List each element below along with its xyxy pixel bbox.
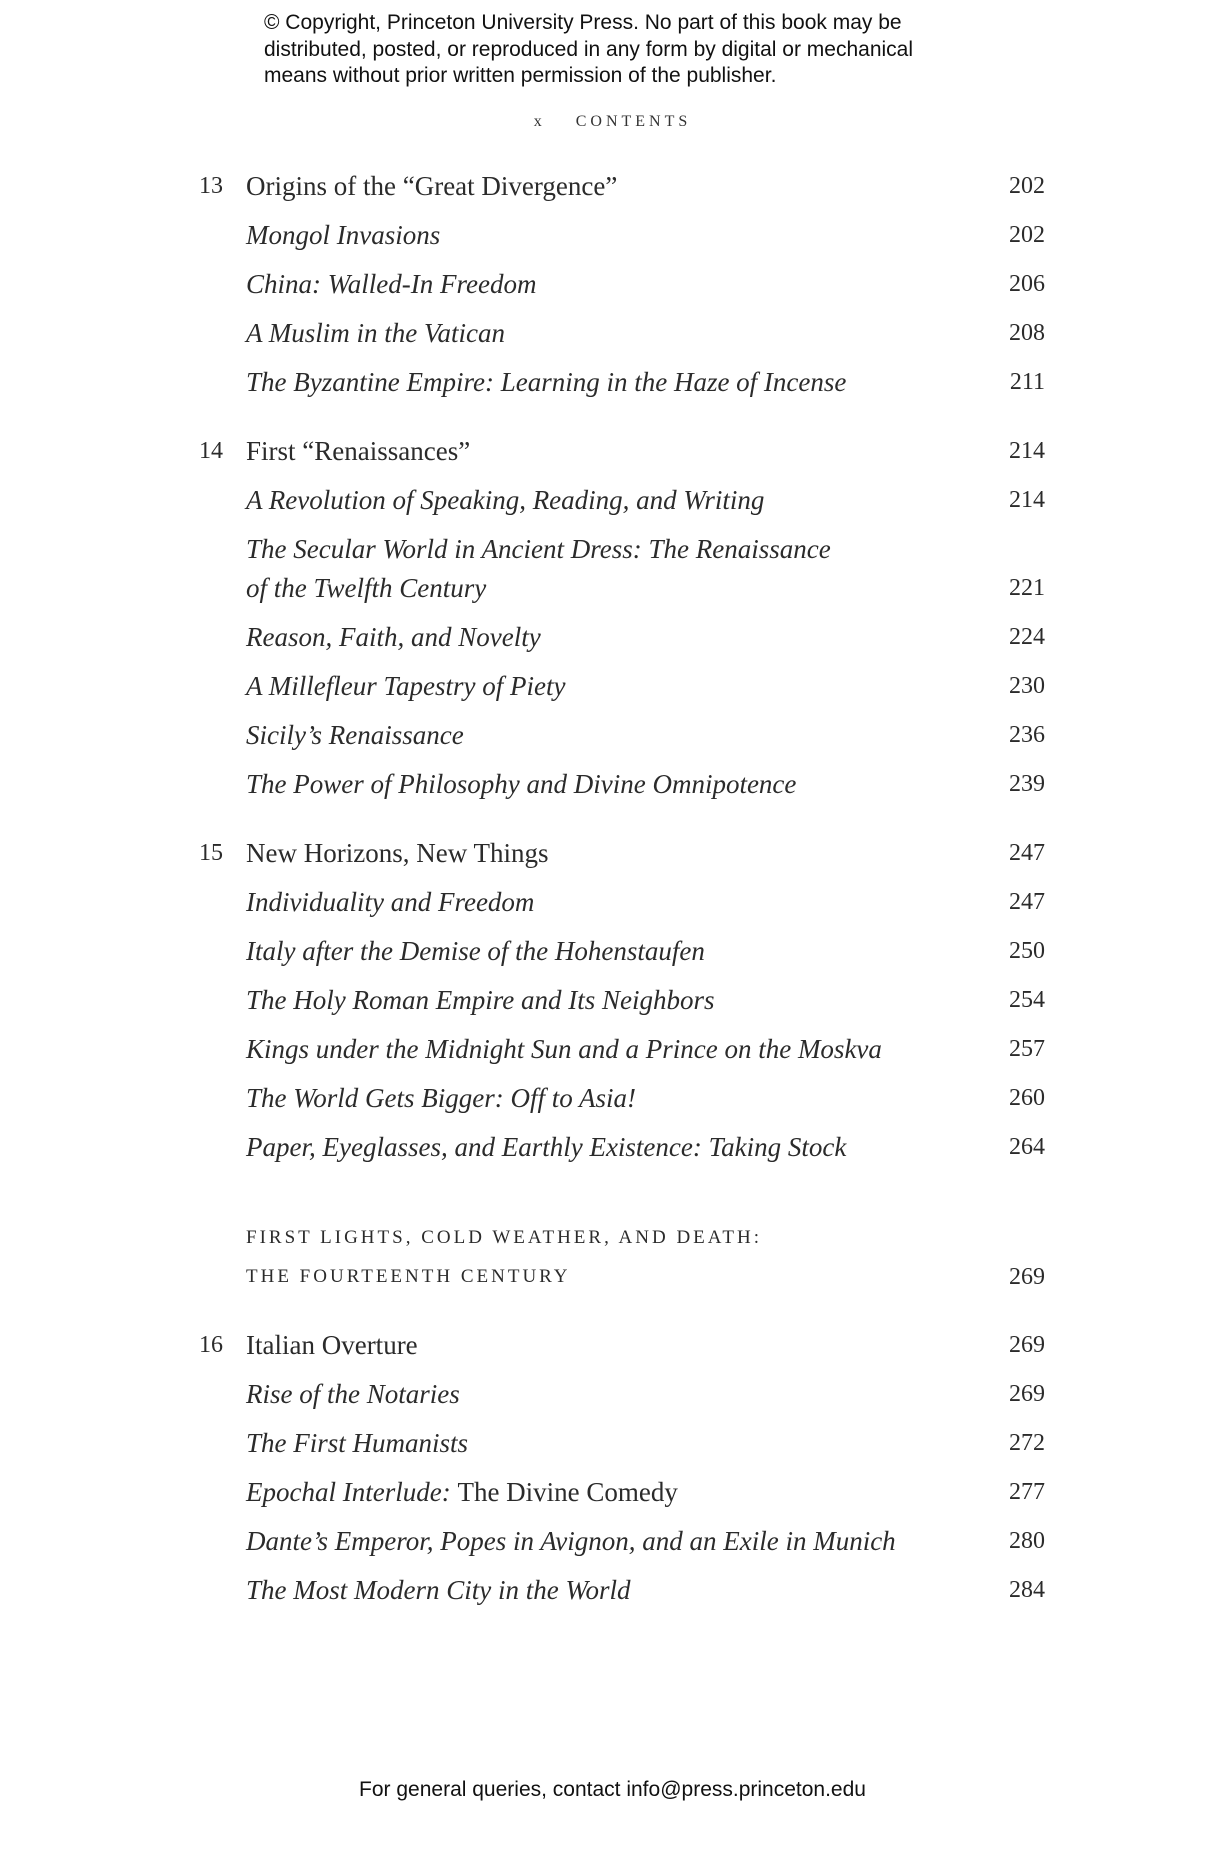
section-title: A Muslim in the Vatican [246, 318, 505, 348]
page-folio: x [533, 113, 546, 130]
section-title: Rise of the Notaries [246, 1379, 460, 1409]
page-number: 214 [1009, 438, 1045, 464]
page-number: 284 [1009, 1577, 1045, 1603]
running-head-label: CONTENTS [575, 113, 692, 130]
toc-section [0, 931, 1225, 975]
toc-section [0, 666, 1225, 710]
toc-section [0, 568, 1225, 612]
work-title: The Divine Comedy [457, 1477, 678, 1507]
section-title: Kings under the Midnight Sun and a Prince on the Moskva [246, 1034, 882, 1064]
section-title: The First Humanists [246, 1428, 469, 1458]
toc-section [0, 980, 1225, 1024]
section-title: Sicily’s Renaissance [246, 720, 464, 750]
copyright-line: means without prior written permission of the publisher. [264, 64, 777, 87]
chapter-title: Origins of the “Great Divergence” [246, 171, 618, 201]
toc-section [0, 617, 1225, 661]
page-number: 269 [1009, 1381, 1045, 1407]
page-number: 247 [1009, 889, 1045, 915]
page-number: 264 [1009, 1134, 1045, 1160]
page-number: 239 [1009, 771, 1045, 797]
page-number: 208 [1009, 320, 1045, 346]
section-title: The Most Modern City in the World [246, 1575, 631, 1605]
section-title: A Millefleur Tapestry of Piety [246, 671, 566, 701]
page-number: 257 [1009, 1036, 1045, 1062]
copyright-line: distributed, posted, or reproduced in any form by digital or mechanical [264, 37, 914, 61]
toc-section [0, 529, 1225, 573]
part-title-line: THE FOURTEENTH CENTURY [246, 1266, 571, 1287]
chapter-title: New Horizons, New Things [246, 838, 549, 868]
page-number: 280 [1009, 1528, 1045, 1554]
toc-section [0, 1521, 1225, 1565]
toc-section [0, 264, 1225, 308]
page-number: 202 [1009, 173, 1045, 199]
toc-section [0, 313, 1225, 357]
page-number: 202 [1009, 222, 1045, 248]
section-title-line: The Secular World in Ancient Dress: The Renaissance [246, 534, 831, 564]
page-number: 230 [1009, 673, 1045, 699]
toc-section [0, 764, 1225, 808]
toc-section [0, 480, 1225, 524]
section-title: A Revolution of Speaking, Reading, and Writing [246, 485, 765, 515]
toc-section [0, 1029, 1225, 1073]
section-title [246, 1472, 678, 1512]
toc-chapter-15 [0, 833, 1225, 877]
chapter-number: 16 [199, 1332, 223, 1358]
page-number: 254 [1009, 987, 1045, 1013]
toc-section [0, 362, 1225, 406]
section-title: Mongol Invasions [246, 220, 441, 250]
toc-section [0, 1127, 1225, 1171]
page-number: 269 [1009, 1332, 1045, 1358]
part-title-line: FIRST LIGHTS, COLD WEATHER, AND DEATH: [246, 1227, 762, 1248]
toc-section [0, 715, 1225, 759]
chapter-number: 13 [199, 173, 223, 199]
section-title: Italy after the Demise of the Hohenstaufen [246, 936, 705, 966]
toc-section [0, 1078, 1225, 1122]
toc-section [0, 1423, 1225, 1467]
page-number: 224 [1009, 624, 1045, 650]
page-number: 236 [1009, 722, 1045, 748]
toc-part-heading [0, 1218, 1225, 1262]
page-number: 277 [1009, 1479, 1045, 1505]
toc-section [0, 215, 1225, 259]
toc-part-heading [0, 1257, 1225, 1301]
chapter-number: 15 [199, 840, 223, 866]
toc-section [0, 1374, 1225, 1418]
section-title: The Byzantine Empire: Learning in the Haze of Incense [246, 367, 847, 397]
page-number: 206 [1009, 271, 1045, 297]
copyright-line: © Copyright, Princeton University Press. No part of this book may be [264, 11, 902, 34]
section-title-prefix: Epochal Interlude: [246, 1477, 458, 1507]
section-title: Reason, Faith, and Novelty [246, 622, 541, 652]
toc-chapter-16 [0, 1325, 1225, 1369]
page-number: 250 [1009, 938, 1045, 964]
toc-section [0, 1570, 1225, 1614]
section-title: Dante’s Emperor, Popes in Avignon, and an Exile in Munich [246, 1526, 896, 1556]
running-head [0, 113, 1225, 131]
toc-chapter-14 [0, 431, 1225, 475]
page-number: 272 [1009, 1430, 1045, 1456]
page-number: 247 [1009, 840, 1045, 866]
toc-chapter-13 [0, 166, 1225, 210]
toc-section [0, 1472, 1225, 1516]
section-title: Individuality and Freedom [246, 887, 535, 917]
page-number: 260 [1009, 1085, 1045, 1111]
chapter-number: 14 [199, 438, 223, 464]
chapter-title: Italian Overture [246, 1330, 418, 1360]
page-number: 211 [1009, 369, 1045, 395]
page-number: 221 [1009, 575, 1045, 601]
footer-contact: For general queries, contact info@press.princeton.edu [359, 1778, 866, 1801]
copyright-notice [264, 10, 1004, 90]
page-number: 214 [1009, 487, 1045, 513]
chapter-title: First “Renaissances” [246, 436, 471, 466]
toc-section [0, 882, 1225, 926]
page-number: 269 [1009, 1264, 1045, 1290]
section-title: The Power of Philosophy and Divine Omnipotence [246, 769, 797, 799]
section-title: Paper, Eyeglasses, and Earthly Existence: Taking Stock [246, 1132, 847, 1162]
section-title: The World Gets Bigger: Off to Asia! [246, 1083, 636, 1113]
section-title: China: Walled-In Freedom [246, 269, 537, 299]
section-title-line: of the Twelfth Century [246, 573, 487, 603]
section-title: The Holy Roman Empire and Its Neighbors [246, 985, 715, 1015]
